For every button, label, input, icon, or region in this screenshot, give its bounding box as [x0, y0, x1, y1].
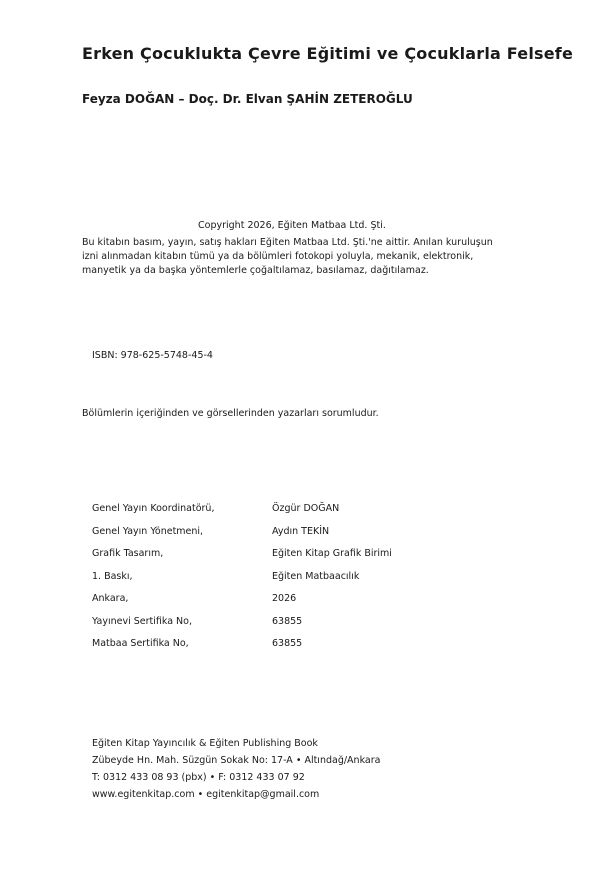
- isbn: ISBN: 978-625-5748-45-4: [92, 350, 213, 361]
- credit-label: Genel Yayın Koordinatörü,: [92, 503, 215, 514]
- rights-line: manyetik ya da başka yöntemlerle çoğaltılamaz, basılamaz, dağıtılamaz.: [82, 265, 429, 276]
- book-authors: Feyza DOĞAN – Doç. Dr. Elvan ŞAHİN ZETEROĞLU: [82, 92, 413, 106]
- credit-label: 1. Baskı,: [92, 570, 133, 582]
- book-title: Erken Çocuklukta Çevre Eğitimi ve Çocuklarla Felsefe: [82, 44, 574, 63]
- credit-value: Özgür DOĞAN: [272, 503, 340, 514]
- rights-notice: [82, 236, 522, 278]
- credit-row: [92, 593, 392, 616]
- credit-row: [92, 548, 392, 571]
- credit-row: [92, 616, 392, 639]
- credit-label: Grafik Tasarım,: [92, 548, 164, 559]
- credit-row: [92, 571, 392, 594]
- rights-line: izni alınmadan kitabın tümü ya da bölümleri fotokopi yoluyla, mekanik, elektronik,: [82, 251, 474, 262]
- credit-label: Yayınevi Sertifika No,: [92, 615, 192, 627]
- publisher-web: www.egitenkitap.com • egitenkitap@gmail.com: [92, 789, 320, 800]
- credit-value: Eğiten Matbaacılık: [272, 570, 360, 582]
- publisher-phone: T: 0312 433 08 93 (pbx) • F: 0312 433 07 92: [92, 772, 305, 783]
- credit-row: [92, 503, 392, 526]
- credit-value: 63855: [272, 638, 303, 649]
- credit-label: Matbaa Sertifika No,: [92, 638, 189, 649]
- credits-list: [92, 503, 392, 661]
- rights-line: Bu kitabın basım, yayın, satış hakları Eğiten Matbaa Ltd. Şti.'ne aittir. Anılan kuruluşun: [82, 237, 493, 248]
- copyright-line: Copyright 2026, Eğiten Matbaa Ltd. Şti.: [198, 220, 386, 231]
- credit-value: Eğiten Kitap Grafik Birimi: [272, 548, 392, 559]
- credit-value: Aydın TEKİN: [272, 525, 330, 537]
- credit-value: 63855: [272, 615, 303, 627]
- publisher-name: Eğiten Kitap Yayıncılık & Eğiten Publishing Book: [92, 738, 318, 749]
- credit-label: Genel Yayın Yönetmeni,: [92, 525, 204, 537]
- responsibility-note: Bölümlerin içeriğinden ve görsellerinden yazarları sorumludur.: [82, 408, 379, 419]
- credit-value: 2026: [272, 593, 297, 604]
- publisher-address: Zübeyde Hn. Mah. Süzgün Sokak No: 17-A • Altındağ/Ankara: [92, 755, 381, 766]
- publisher-info: [92, 735, 380, 803]
- credit-row: [92, 526, 392, 549]
- credit-row: [92, 638, 392, 661]
- credit-label: Ankara,: [92, 593, 129, 604]
